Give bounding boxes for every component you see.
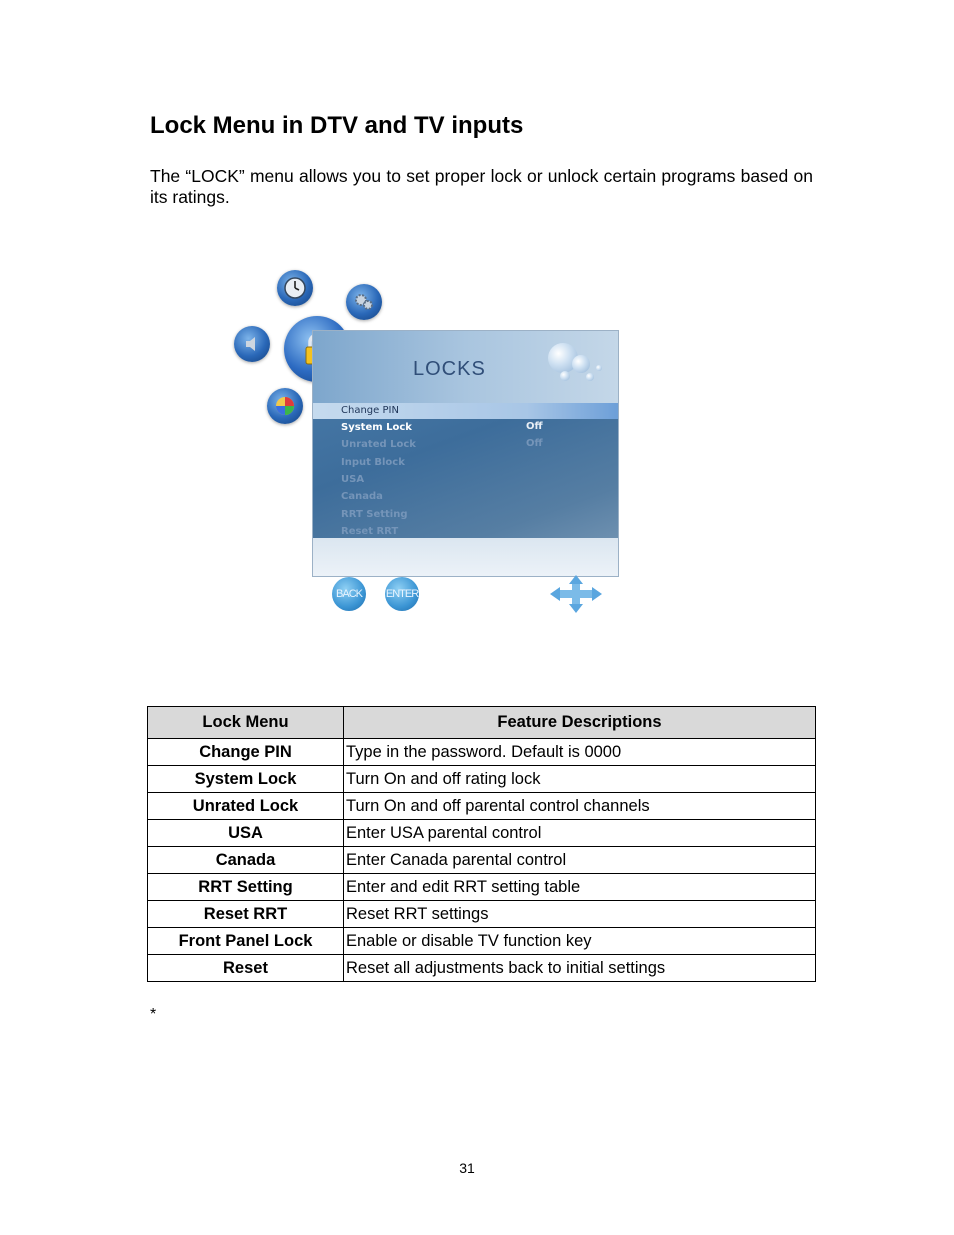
row-description: Turn On and off rating lock	[344, 766, 816, 793]
intro-paragraph: The “LOCK” menu allows you to set proper lock or unlock certain programs based on its ratings.	[150, 166, 813, 207]
menu-item-system-lock[interactable]: System Lock	[341, 422, 412, 433]
table-row	[148, 901, 816, 928]
row-name: Reset	[148, 955, 344, 982]
table-row	[148, 820, 816, 847]
tv-lock-menu-illustration	[230, 266, 630, 626]
enter-button[interactable]: ENTER	[385, 577, 419, 611]
menu-item-input-block: Input Block	[341, 457, 405, 468]
clock-icon	[277, 270, 313, 306]
menu-value-unrated-lock: Off	[526, 438, 543, 449]
table-row	[148, 874, 816, 901]
bubbles-icon	[546, 337, 612, 385]
menu-item-canada: Canada	[341, 491, 383, 502]
row-name: RRT Setting	[148, 874, 344, 901]
dpad-icon	[548, 574, 604, 614]
row-description: Type in the password. Default is 0000	[344, 739, 816, 766]
menu-item-change-pin[interactable]: Change PIN	[341, 405, 399, 416]
row-name: Reset RRT	[148, 901, 344, 928]
menu-item-reset-rrt: Reset RRT	[341, 526, 399, 537]
menu-item-rrt-setting: RRT Setting	[341, 509, 408, 520]
locks-panel-footer	[313, 538, 618, 576]
table-row	[148, 766, 816, 793]
row-description: Enable or disable TV function key	[344, 928, 816, 955]
menu-value-system-lock: Off	[526, 421, 543, 432]
menu-item-unrated-lock: Unrated Lock	[341, 439, 416, 450]
page-number: 31	[459, 1160, 475, 1176]
row-name: Unrated Lock	[148, 793, 344, 820]
row-name: Canada	[148, 847, 344, 874]
speaker-icon	[234, 326, 270, 362]
column-header-feature-descriptions: Feature Descriptions	[344, 707, 816, 739]
locks-panel	[312, 330, 619, 577]
table-row	[148, 955, 816, 982]
row-name: Change PIN	[148, 739, 344, 766]
table-row	[148, 928, 816, 955]
row-description: Reset all adjustments back to initial settings	[344, 955, 816, 982]
table-row	[148, 793, 816, 820]
locks-title: LOCKS	[413, 358, 486, 380]
footnote-asterisk: *	[150, 1006, 157, 1023]
row-description: Turn On and off parental control channels	[344, 793, 816, 820]
row-name: System Lock	[148, 766, 344, 793]
gear-icon	[346, 284, 382, 320]
row-description: Enter USA parental control	[344, 820, 816, 847]
table-header-row	[148, 707, 816, 739]
table-row	[148, 847, 816, 874]
color-wheel-icon	[267, 388, 303, 424]
column-header-lock-menu: Lock Menu	[148, 707, 344, 739]
row-description: Enter Canada parental control	[344, 847, 816, 874]
page-title: Lock Menu in DTV and TV inputs	[150, 112, 524, 139]
row-name: Front Panel Lock	[148, 928, 344, 955]
back-button[interactable]: BACK	[332, 577, 366, 611]
table-row	[148, 739, 816, 766]
locks-panel-header	[313, 331, 618, 403]
row-name: USA	[148, 820, 344, 847]
row-description: Enter and edit RRT setting table	[344, 874, 816, 901]
row-description: Reset RRT settings	[344, 901, 816, 928]
lock-menu-feature-table	[147, 706, 816, 982]
menu-item-usa: USA	[341, 474, 365, 485]
